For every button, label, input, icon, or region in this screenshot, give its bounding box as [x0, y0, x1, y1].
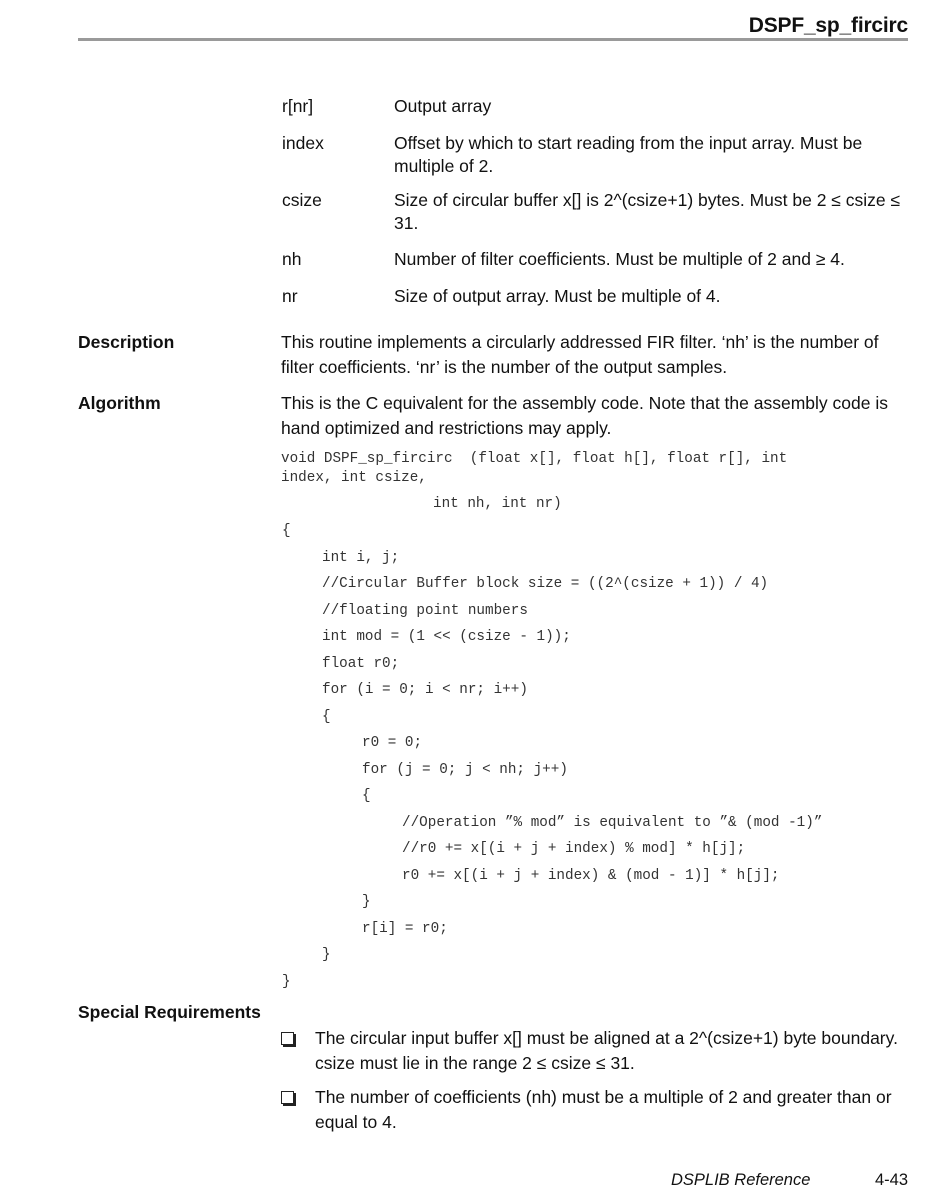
code-line: //r0 += x[(i + j + index) % mod] * h[j]; [402, 841, 746, 857]
special-requirements-label: Special Requirements [78, 1002, 261, 1022]
code-line: for (j = 0; j < nh; j++) [362, 762, 568, 778]
code-line: int mod = (1 << (csize - 1)); [322, 629, 571, 645]
description-text: This routine implements a circularly addressed FIR filter. ‘nh’ is the number of filter coefficients. ‘nr’ is the number of the output samples. [281, 332, 879, 377]
param-desc: Size of output array. Must be multiple of 4. [394, 286, 721, 306]
requirement-text: The circular input buffer x[] must be aligned at a 2^(csize+1) byte boundary. csize must lie in the range 2 ≤ csize ≤ 31. [315, 1028, 898, 1073]
code-line: { [282, 523, 291, 539]
page-header-title: DSPF_sp_fircirc [748, 14, 908, 37]
algorithm-label: Algorithm [78, 393, 161, 413]
code-signature-line: int nh, int nr) [433, 496, 562, 512]
param-desc: Size of circular buffer x[] is 2^(csize+1) bytes. Must be 2 ≤ csize ≤ 31. [394, 190, 901, 233]
requirement-text: The number of coefficients (nh) must be a multiple of 2 and greater than or equal to 4. [315, 1087, 892, 1132]
header-rule [78, 38, 908, 41]
param-desc: Number of filter coefficients. Must be multiple of 2 and ≥ 4. [394, 249, 845, 269]
footer-reference: DSPLIB Reference [671, 1171, 811, 1189]
checkbox-bullet-icon [281, 1091, 294, 1104]
code-line: { [322, 709, 331, 725]
code-signature-line: void DSPF_sp_fircirc (float x[], float h[], float r[], int [281, 451, 788, 467]
code-line: for (i = 0; i < nr; i++) [322, 682, 528, 698]
param-name: nh [282, 249, 302, 269]
param-name: index [282, 133, 324, 153]
footer-page-number: 4-43 [874, 1171, 908, 1189]
description-label: Description [78, 332, 175, 352]
code-line: { [362, 788, 371, 804]
param-name: r[nr] [282, 96, 314, 116]
code-line: } [282, 974, 291, 990]
param-name: csize [282, 190, 322, 210]
algorithm-text: This is the C equivalent for the assembly code. Note that the assembly code is hand optimized and restrictions may apply. [281, 393, 888, 438]
code-line: //Circular Buffer block size = ((2^(csize + 1)) / 4) [322, 576, 769, 592]
code-line: r0 += x[(i + j + index) & (mod - 1)] * h[j]; [402, 868, 780, 884]
param-desc: Offset by which to start reading from the input array. Must be multiple of 2. [394, 133, 863, 176]
code-line: } [362, 894, 371, 910]
checkbox-bullet-icon [281, 1032, 294, 1045]
code-line: //Operation ”% mod” is equivalent to ”& (mod -1)” [402, 815, 823, 831]
code-line: } [322, 947, 331, 963]
param-name: nr [282, 286, 298, 306]
code-line: r[i] = r0; [362, 921, 448, 937]
code-line: float r0; [322, 656, 400, 672]
code-line: int i, j; [322, 550, 400, 566]
code-line: r0 = 0; [362, 735, 423, 751]
param-desc: Output array [394, 96, 492, 116]
code-line: //floating point numbers [322, 603, 528, 619]
code-signature-line: index, int csize, [281, 470, 427, 486]
